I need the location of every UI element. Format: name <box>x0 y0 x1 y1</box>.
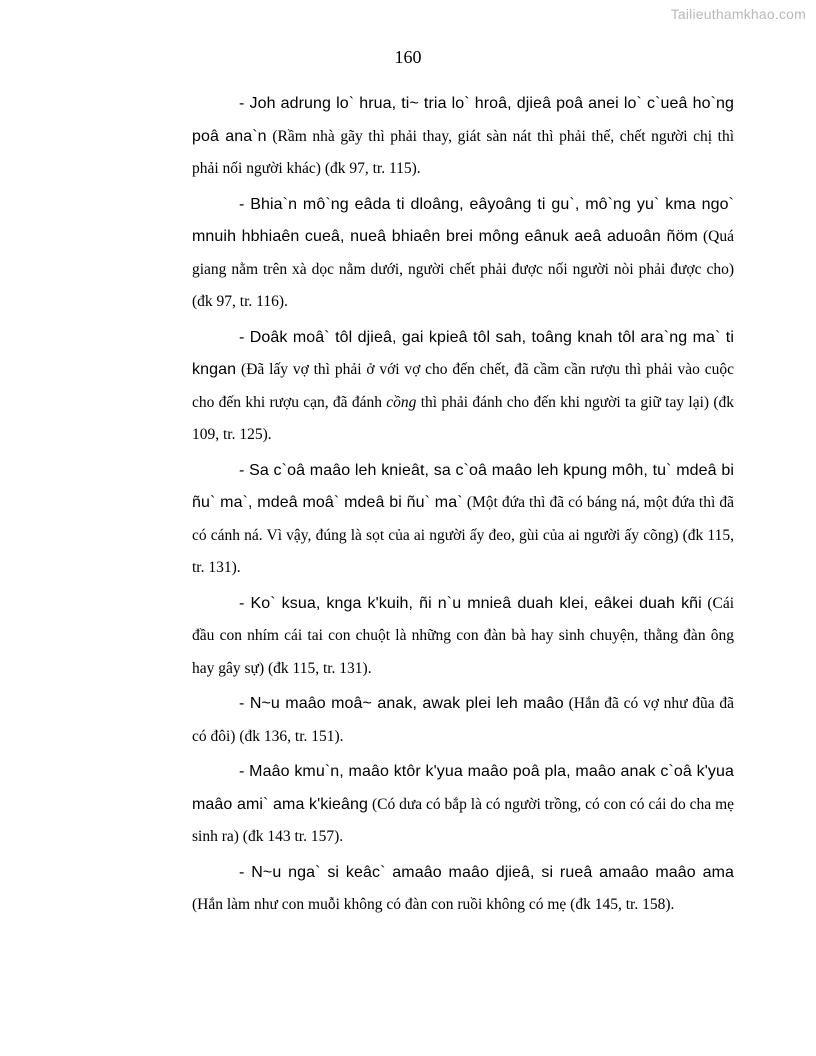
proverb-translation-part: thì phải đánh cho đến khi người ta giữ tay lại) (đk 109, tr. 125). <box>192 393 734 443</box>
proverb-translation <box>192 361 734 443</box>
proverb-paragraph-5 <box>192 588 734 686</box>
proverb-source-text: - Ko` ksua, knga k'kuih, ñi n`u mnieâ duah klei, eâkei duah kñi <box>239 594 702 612</box>
proverb-translation: (Có dưa có bắp là có người trồng, có con có cái do cha mẹ sinh ra) (đk 143 tr. 157). <box>192 795 735 845</box>
proverb-source-text: - Maâo kmu`n, maâo ktôr k'yua maâo poâ pla, maâo anak c`oâ k'yua maâo ami` ama k'kieâng <box>192 763 734 813</box>
proverb-paragraph-1 <box>192 88 734 186</box>
proverb-translation-part: (Đã lấy vợ thì phải ở với vợ cho đến chết, đã cầm cần rượu thì phải vào cuộc cho đến khi rượu cạn, đã đánh <box>192 361 734 411</box>
proverb-paragraph-6 <box>192 688 734 753</box>
proverb-translation: (Quá giang nằm trên xà dọc nằm dưới, người chết phải được nối người nòi phải được cho) (đk 97, tr. 116). <box>192 228 735 310</box>
document-body <box>192 88 734 925</box>
proverb-translation: (Cái đầu con nhím cái tai con chuột là những con đàn bà hay sinh chuyện, thằng đàn ông hay gây sự) (đk 115, tr. 131). <box>192 594 734 677</box>
page-number: 160 <box>394 47 422 67</box>
proverb-source-text: - Doâk moâ` tôl djieâ, gai kpieâ tôl sah, toâng knah tôl ara`ng ma` ti kngan <box>192 328 734 378</box>
proverb-paragraph-8 <box>192 857 734 922</box>
proverb-paragraph-4 <box>192 455 734 585</box>
proverb-translation: (Hắn làm như con muỗi không có đàn con ruồi không có mẹ (đk 145, tr. 158). <box>192 896 675 913</box>
proverb-source-text: - Bhia`n mô`ng eâda ti dloâng, eâyoâng ti gu`, mô`ng yu` kma ngo` mnuih hbhiaên cueâ, nueâ bhiaên brei mông eânuk aeâ aduoân ñöm <box>192 195 734 245</box>
proverb-source-text: - N~u nga` si keâc` amaâo maâo djieâ, si rueâ amaâo maâo ama <box>239 863 734 881</box>
proverb-translation: (Hắn đã có vợ như đũa đã có đôi) (đk 136, tr. 151). <box>192 695 735 745</box>
watermark: Tailieuthamkhao.com <box>670 6 806 22</box>
proverb-source-text: - N~u maâo moâ~ anak, awak plei leh maâo <box>239 695 564 712</box>
proverb-translation: (Một đứa thì đã có báng ná, một đứa thì đã có cánh ná. Vì vậy, đúng là sọt của ai người ấy đeo, gùi của ai người ấy cõng) (đk 115, tr. 131). <box>192 494 734 576</box>
proverb-source-text: - Joh adrung lo` hrua, ti~ tria lo` hroâ, djieâ poâ anei lo` c`ueâ ho`ng poâ ana`n <box>192 95 734 145</box>
proverb-paragraph-3 <box>192 322 734 452</box>
proverb-translation-emphasis: cồng <box>386 393 417 411</box>
proverb-translation: (Rầm nhà gãy thì phải thay, giát sàn nát thì phải thế, chết người chị thì phải nối người khác) (đk 97, tr. 115). <box>192 127 734 177</box>
proverb-paragraph-7 <box>192 756 734 854</box>
proverb-paragraph-2 <box>192 189 734 319</box>
proverb-source-text: - Sa c`oâ maâo leh knieât, sa c`oâ maâo leh kpung môh, tu` mdeâ bi ñu` ma`, mdeâ moâ` mdeâ bi ñu` ma` <box>192 461 734 511</box>
